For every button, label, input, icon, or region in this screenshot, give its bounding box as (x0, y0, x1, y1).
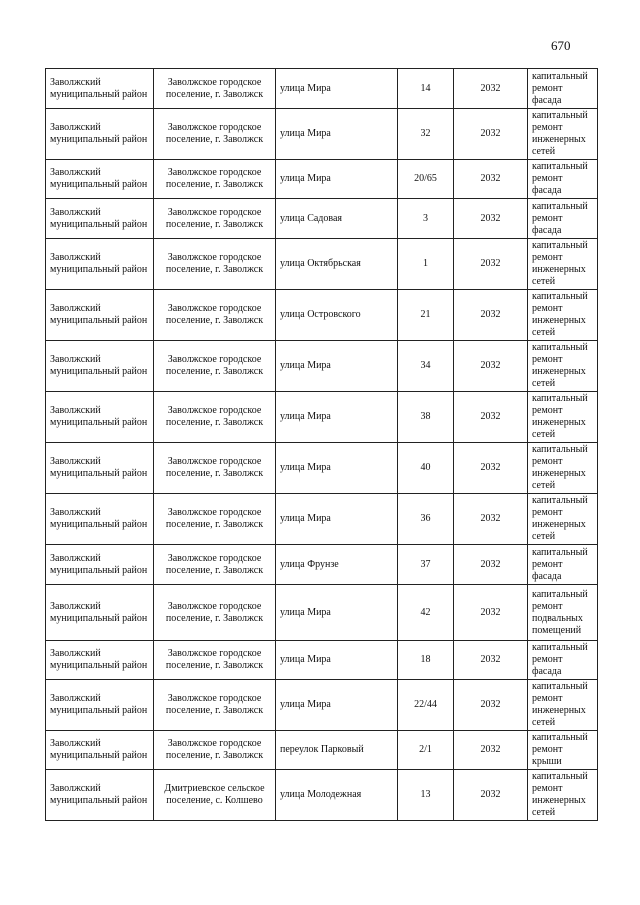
settlement-cell: Заволжское городское поселение, г. Заволжск (154, 731, 276, 770)
work-type-cell: капитальный ремонт инженерных сетей (528, 770, 598, 821)
year-cell: 2032 (454, 770, 528, 821)
work-type-cell: капитальный ремонт фасада (528, 199, 598, 239)
street-cell: улица Садовая (276, 199, 398, 239)
work-type-cell: капитальный ремонт подвальных помещений (528, 585, 598, 641)
district-cell: Заволжский муниципальный район (46, 443, 154, 494)
settlement-cell: Заволжское городское поселение, г. Заволжск (154, 545, 276, 585)
street-cell: улица Мира (276, 109, 398, 160)
year-cell: 2032 (454, 680, 528, 731)
work-type-cell: капитальный ремонт фасада (528, 641, 598, 680)
street-cell: улица Мира (276, 585, 398, 641)
year-cell: 2032 (454, 199, 528, 239)
table-row (46, 341, 598, 392)
house-number-cell: 2/1 (398, 731, 454, 770)
district-cell: Заволжский муниципальный район (46, 392, 154, 443)
year-cell: 2032 (454, 641, 528, 680)
house-number-cell: 18 (398, 641, 454, 680)
district-cell: Заволжский муниципальный район (46, 731, 154, 770)
house-number-cell: 20/65 (398, 160, 454, 199)
settlement-cell: Заволжское городское поселение, г. Заволжск (154, 494, 276, 545)
street-cell: улица Мира (276, 160, 398, 199)
house-number-cell: 1 (398, 239, 454, 290)
work-type-cell: капитальный ремонт инженерных сетей (528, 443, 598, 494)
settlement-cell: Заволжское городское поселение, г. Заволжск (154, 160, 276, 199)
street-cell: улица Молодежная (276, 770, 398, 821)
district-cell: Заволжский муниципальный район (46, 680, 154, 731)
year-cell: 2032 (454, 494, 528, 545)
table-row (46, 443, 598, 494)
settlement-cell: Заволжское городское поселение, г. Заволжск (154, 585, 276, 641)
settlement-cell: Заволжское городское поселение, г. Заволжск (154, 443, 276, 494)
street-cell: улица Мира (276, 341, 398, 392)
year-cell: 2032 (454, 109, 528, 160)
street-cell: улица Мира (276, 69, 398, 109)
house-number-cell: 21 (398, 290, 454, 341)
table-row (46, 545, 598, 585)
street-cell: улица Октябрьская (276, 239, 398, 290)
table-row (46, 770, 598, 821)
work-type-cell: капитальный ремонт инженерных сетей (528, 680, 598, 731)
year-cell: 2032 (454, 731, 528, 770)
year-cell: 2032 (454, 341, 528, 392)
table-row (46, 680, 598, 731)
year-cell: 2032 (454, 545, 528, 585)
house-number-cell: 13 (398, 770, 454, 821)
work-type-cell: капитальный ремонт крыши (528, 731, 598, 770)
year-cell: 2032 (454, 160, 528, 199)
table-row (46, 199, 598, 239)
district-cell: Заволжский муниципальный район (46, 69, 154, 109)
house-number-cell: 22/44 (398, 680, 454, 731)
street-cell: переулок Парковый (276, 731, 398, 770)
work-type-cell: капитальный ремонт инженерных сетей (528, 494, 598, 545)
district-cell: Заволжский муниципальный район (46, 199, 154, 239)
district-cell: Заволжский муниципальный район (46, 494, 154, 545)
work-type-cell: капитальный ремонт инженерных сетей (528, 341, 598, 392)
settlement-cell: Заволжское городское поселение, г. Заволжск (154, 341, 276, 392)
district-cell: Заволжский муниципальный район (46, 545, 154, 585)
year-cell: 2032 (454, 443, 528, 494)
street-cell: улица Островского (276, 290, 398, 341)
house-number-cell: 40 (398, 443, 454, 494)
year-cell: 2032 (454, 585, 528, 641)
table-row (46, 290, 598, 341)
district-cell: Заволжский муниципальный район (46, 770, 154, 821)
table-row (46, 392, 598, 443)
street-cell: улица Мира (276, 494, 398, 545)
work-type-cell: капитальный ремонт инженерных сетей (528, 239, 598, 290)
table-row (46, 69, 598, 109)
district-cell: Заволжский муниципальный район (46, 109, 154, 160)
work-type-cell: капитальный ремонт фасада (528, 545, 598, 585)
street-cell: улица Мира (276, 680, 398, 731)
settlement-cell: Заволжское городское поселение, г. Заволжск (154, 392, 276, 443)
page-number: 670 (551, 38, 571, 53)
settlement-cell: Заволжское городское поселение, г. Заволжск (154, 199, 276, 239)
work-type-cell: капитальный ремонт инженерных сетей (528, 392, 598, 443)
settlement-cell: Заволжское городское поселение, г. Заволжск (154, 239, 276, 290)
year-cell: 2032 (454, 69, 528, 109)
house-number-cell: 36 (398, 494, 454, 545)
table-row (46, 731, 598, 770)
table-row (46, 160, 598, 199)
street-cell: улица Мира (276, 443, 398, 494)
district-cell: Заволжский муниципальный район (46, 160, 154, 199)
house-number-cell: 14 (398, 69, 454, 109)
year-cell: 2032 (454, 290, 528, 341)
street-cell: улица Фрунзе (276, 545, 398, 585)
settlement-cell: Заволжское городское поселение, г. Заволжск (154, 641, 276, 680)
year-cell: 2032 (454, 392, 528, 443)
year-cell: 2032 (454, 239, 528, 290)
settlement-cell: Заволжское городское поселение, г. Заволжск (154, 69, 276, 109)
house-number-cell: 38 (398, 392, 454, 443)
settlement-cell: Дмитриевское сельское поселение, с. Колшево (154, 770, 276, 821)
settlement-cell: Заволжское городское поселение, г. Заволжск (154, 680, 276, 731)
work-type-cell: капитальный ремонт инженерных сетей (528, 290, 598, 341)
district-cell: Заволжский муниципальный район (46, 239, 154, 290)
table-row (46, 109, 598, 160)
district-cell: Заволжский муниципальный район (46, 641, 154, 680)
settlement-cell: Заволжское городское поселение, г. Заволжск (154, 109, 276, 160)
house-number-cell: 32 (398, 109, 454, 160)
work-type-cell: капитальный ремонт фасада (528, 69, 598, 109)
work-type-cell: капитальный ремонт инженерных сетей (528, 109, 598, 160)
table-row (46, 585, 598, 641)
district-cell: Заволжский муниципальный район (46, 290, 154, 341)
house-number-cell: 3 (398, 199, 454, 239)
table-row (46, 641, 598, 680)
table-row (46, 239, 598, 290)
house-number-cell: 37 (398, 545, 454, 585)
repair-schedule-table (45, 68, 598, 821)
house-number-cell: 42 (398, 585, 454, 641)
settlement-cell: Заволжское городское поселение, г. Заволжск (154, 290, 276, 341)
house-number-cell: 34 (398, 341, 454, 392)
district-cell: Заволжский муниципальный район (46, 585, 154, 641)
table-row (46, 494, 598, 545)
street-cell: улица Мира (276, 641, 398, 680)
work-type-cell: капитальный ремонт фасада (528, 160, 598, 199)
street-cell: улица Мира (276, 392, 398, 443)
district-cell: Заволжский муниципальный район (46, 341, 154, 392)
